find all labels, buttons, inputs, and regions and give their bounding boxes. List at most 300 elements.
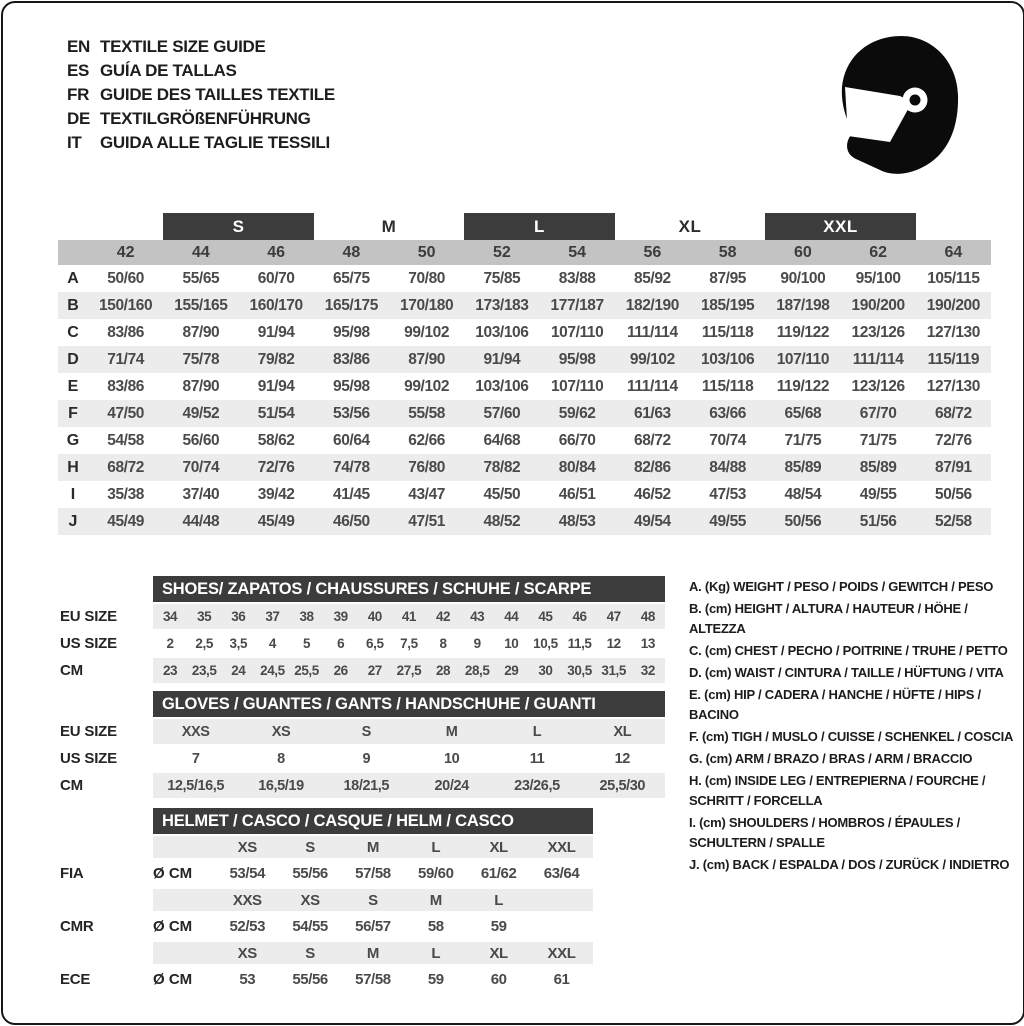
measure-value: 95/98 xyxy=(332,377,370,395)
shoes-value: 9 xyxy=(473,636,481,651)
helmet-value: XXL xyxy=(530,942,593,964)
shoes-value: 6,5 xyxy=(366,636,384,651)
shoes-value: 41 xyxy=(392,604,426,629)
measure-value: 155/165 xyxy=(163,292,238,319)
measure-value: 71/74 xyxy=(88,346,163,373)
language-code: EN xyxy=(67,37,91,56)
measure-row-label: C xyxy=(67,323,79,341)
measure-value: 48/54 xyxy=(784,485,822,503)
measure-value: 52/58 xyxy=(916,508,991,535)
measure-value: 43/47 xyxy=(408,485,446,503)
language-row xyxy=(67,107,335,131)
measure-value: 87/95 xyxy=(709,269,747,287)
shoes-value: 24 xyxy=(221,658,255,683)
shoes-value: 40 xyxy=(358,604,392,629)
measure-value: 83/86 xyxy=(107,377,145,395)
measure-value: 49/54 xyxy=(615,508,690,535)
measure-value: 119/122 xyxy=(776,323,830,341)
shoes-value: 11,5 xyxy=(567,636,592,651)
shoes-row-label: US SIZE xyxy=(60,635,117,652)
measure-row-label: J xyxy=(58,508,88,535)
size-band-s: S xyxy=(163,213,314,240)
shoes-value: 12 xyxy=(606,636,621,651)
measure-value: 46/50 xyxy=(314,508,389,535)
shoes-row xyxy=(60,631,665,656)
shoes-value: 2 xyxy=(166,636,174,651)
measure-value: 127/130 xyxy=(926,323,980,341)
helmet-value: 59 xyxy=(467,913,530,940)
gloves-value: 20/24 xyxy=(409,773,494,798)
helmet-standard-label: CMR xyxy=(60,918,94,935)
measure-value: 60/70 xyxy=(257,269,295,287)
gloves-value: L xyxy=(494,719,579,744)
measure-value: 41/45 xyxy=(332,485,370,503)
measure-value: 99/102 xyxy=(404,323,450,341)
gloves-row-label: CM xyxy=(60,773,153,798)
measure-value: 64/68 xyxy=(483,431,521,449)
helmet-value: 53/54 xyxy=(216,860,279,887)
measure-value: 165/175 xyxy=(314,292,389,319)
helmet-value: XXS xyxy=(216,889,279,911)
measure-value: 61/63 xyxy=(615,400,690,427)
measure-value: 111/114 xyxy=(627,377,678,395)
measure-value: 54/58 xyxy=(107,431,145,449)
helmet-value: M xyxy=(342,836,405,858)
measure-value: 107/110 xyxy=(550,377,604,395)
column-header: 64 xyxy=(916,240,991,265)
gloves-title-row xyxy=(60,691,665,717)
measure-value: 57/60 xyxy=(464,400,539,427)
legend-item: I. (cm) SHOULDERS / HOMBROS / ÉPAULES / SCHULTERN / SPALLE xyxy=(689,815,960,850)
helmet-value: M xyxy=(342,942,405,964)
size-band-spacer xyxy=(916,213,991,240)
measure-value: 103/106 xyxy=(690,346,765,373)
column-header: 56 xyxy=(615,240,690,265)
gloves-value: 9 xyxy=(362,750,371,767)
helmet-value: 61/62 xyxy=(467,860,530,887)
shoes-value: 28 xyxy=(426,658,460,683)
shoes-value: 28,5 xyxy=(460,658,494,683)
measure-value: 68/72 xyxy=(88,454,163,481)
shoes-value: 45 xyxy=(528,604,562,629)
measure-value: 68/72 xyxy=(633,431,671,449)
gloves-value: XL xyxy=(580,719,665,744)
measure-value: 49/52 xyxy=(163,400,238,427)
measure-value: 95/100 xyxy=(855,269,901,287)
language-row xyxy=(67,83,335,107)
shoes-value: 39 xyxy=(324,604,358,629)
helmet-value: 60 xyxy=(467,966,530,993)
helmet-unit-label xyxy=(153,836,216,858)
measure-value: 56/60 xyxy=(182,431,220,449)
helmet-value: L xyxy=(467,889,530,911)
shoes-value: 7,5 xyxy=(400,636,418,651)
measure-value: 48/53 xyxy=(540,508,615,535)
helmet-title: HELMET / CASCO / CASQUE / HELM / CASCO xyxy=(153,808,593,834)
measure-value: 60/64 xyxy=(332,431,370,449)
column-header: 48 xyxy=(314,240,389,265)
helmet-row xyxy=(60,836,593,858)
measure-value: 46/51 xyxy=(558,485,596,503)
shoes-value: 36 xyxy=(221,604,255,629)
size-band-l: L xyxy=(464,213,615,240)
shoes-row xyxy=(60,604,665,629)
legend-item: A. (Kg) WEIGHT / PESO / POIDS / GEWITCH / PESO xyxy=(689,579,994,594)
measure-value: 49/55 xyxy=(859,485,897,503)
shoes-value: 48 xyxy=(631,604,665,629)
measure-value: 160/170 xyxy=(239,292,314,319)
gloves-size-table xyxy=(60,689,665,800)
shoes-value: 26 xyxy=(324,658,358,683)
measure-row xyxy=(58,481,991,508)
guide-title: GUÍA DE TALLAS xyxy=(100,61,237,80)
helmet-value: M xyxy=(404,889,467,911)
helmet-value: XL xyxy=(467,836,530,858)
measure-row-label: G xyxy=(66,431,80,449)
helmet-value: XXL xyxy=(530,836,593,858)
gloves-row-label: US SIZE xyxy=(60,750,117,767)
measure-value: 103/106 xyxy=(475,377,529,395)
measure-value: 49/55 xyxy=(690,508,765,535)
racing-helmet-icon xyxy=(838,31,964,179)
shoes-value: 5 xyxy=(303,636,311,651)
shoes-value: 29 xyxy=(494,658,528,683)
measure-value: 76/80 xyxy=(389,454,464,481)
measure-value: 55/58 xyxy=(389,400,464,427)
measure-value: 72/76 xyxy=(239,454,314,481)
gloves-value: 11 xyxy=(529,750,545,767)
helmet-value: S xyxy=(279,942,342,964)
shoes-row xyxy=(60,658,665,683)
measure-value: 99/102 xyxy=(615,346,690,373)
shoes-title: SHOES/ ZAPATOS / CHAUSSURES / SCHUHE / SCARPE xyxy=(153,576,665,602)
measure-value: 50/56 xyxy=(765,508,840,535)
measure-value: 190/200 xyxy=(841,292,916,319)
measure-value: 50/56 xyxy=(934,485,972,503)
shoes-value: 44 xyxy=(494,604,528,629)
language-code: IT xyxy=(67,133,82,152)
column-header: 42 xyxy=(88,240,163,265)
gloves-row xyxy=(60,746,665,771)
measure-value: 72/76 xyxy=(934,431,972,449)
measure-value: 47/50 xyxy=(88,400,163,427)
guide-title: GUIDE DES TAILLES TEXTILE xyxy=(100,85,335,104)
measure-value: 111/114 xyxy=(627,323,678,341)
measure-value: 70/74 xyxy=(163,454,238,481)
measure-value: 123/126 xyxy=(851,377,905,395)
measure-value: 91/94 xyxy=(464,346,539,373)
shoes-value: 47 xyxy=(597,604,631,629)
measure-value: 107/110 xyxy=(765,346,840,373)
gloves-value: 25,5/30 xyxy=(580,773,665,798)
shoes-value: 8 xyxy=(439,636,447,651)
helmet-value: L xyxy=(404,942,467,964)
helmet-value: 52/53 xyxy=(216,913,279,940)
textile-size-table xyxy=(58,213,991,535)
language-row xyxy=(67,35,335,59)
title-spacer xyxy=(60,808,153,834)
title-spacer xyxy=(60,691,153,717)
helmet-value: XS xyxy=(216,942,279,964)
measure-value: 87/91 xyxy=(916,454,991,481)
measure-value: 85/89 xyxy=(765,454,840,481)
helmet-value: 58 xyxy=(404,913,467,940)
measure-value: 119/122 xyxy=(776,377,830,395)
measure-value: 75/85 xyxy=(483,269,521,287)
measure-value: 80/84 xyxy=(540,454,615,481)
measure-value: 115/118 xyxy=(701,323,754,341)
shoes-value: 46 xyxy=(563,604,597,629)
helmet-value: 55/56 xyxy=(279,966,342,993)
measure-value: 78/82 xyxy=(464,454,539,481)
helmet-standard-label xyxy=(60,836,153,858)
helmet-standard-label: FIA xyxy=(60,865,84,882)
title-spacer xyxy=(60,576,153,602)
measure-value: 91/94 xyxy=(257,377,295,395)
gloves-value: M xyxy=(409,719,494,744)
measure-row-label: I xyxy=(70,485,76,503)
measure-value: 67/70 xyxy=(841,400,916,427)
measure-value: 47/51 xyxy=(389,508,464,535)
measure-value: 111/114 xyxy=(841,346,916,373)
measure-value: 170/180 xyxy=(389,292,464,319)
shoes-value: 10,5 xyxy=(533,636,558,651)
column-header: 46 xyxy=(239,240,314,265)
shoes-value: 27,5 xyxy=(392,658,426,683)
language-code: FR xyxy=(67,85,90,104)
measure-value: 46/52 xyxy=(633,485,671,503)
legend-item: J. (cm) BACK / ESPALDA / DOS / ZURÜCK / INDIETRO xyxy=(689,857,1010,872)
column-header: 62 xyxy=(841,240,916,265)
measure-value: 87/90 xyxy=(182,377,220,395)
helmet-value: XL xyxy=(467,942,530,964)
helmet-row xyxy=(60,913,593,940)
column-header: 60 xyxy=(765,240,840,265)
language-code: DE xyxy=(67,109,91,128)
helmet-value xyxy=(530,913,593,940)
language-code: ES xyxy=(67,61,90,80)
measure-row-label: B xyxy=(58,292,88,319)
gloves-value: S xyxy=(324,719,409,744)
measure-value: 75/78 xyxy=(163,346,238,373)
helmet-value: S xyxy=(279,836,342,858)
gloves-value: XS xyxy=(238,719,323,744)
shoes-row-label: EU SIZE xyxy=(60,604,153,629)
shoes-value: 23,5 xyxy=(187,658,221,683)
gloves-title: GLOVES / GUANTES / GANTS / HANDSCHUHE / GUANTI xyxy=(153,691,665,717)
guide-title: TEXTILGRÖßENFÜHRUNG xyxy=(100,109,311,128)
measure-row xyxy=(58,319,991,346)
measure-value: 70/74 xyxy=(709,431,747,449)
measure-value: 173/183 xyxy=(464,292,539,319)
measure-value: 127/130 xyxy=(926,377,980,395)
helmet-row xyxy=(60,889,593,911)
helmet-value xyxy=(530,889,593,911)
helmet-unit-label xyxy=(153,889,216,911)
helmet-unit-label: Ø CM xyxy=(153,966,216,993)
measure-value: 79/82 xyxy=(239,346,314,373)
gloves-row xyxy=(60,719,665,744)
gloves-value: XXS xyxy=(153,719,238,744)
measure-value: 150/160 xyxy=(88,292,163,319)
guide-title: GUIDA ALLE TAGLIE TESSILI xyxy=(100,133,330,152)
measure-value: 95/98 xyxy=(540,346,615,373)
language-row xyxy=(67,131,335,155)
legend-item: C. (cm) CHEST / PECHO / POITRINE / TRUHE / PETTO xyxy=(689,643,1008,658)
legend-item: G. (cm) ARM / BRAZO / BRAS / ARM / BRACCIO xyxy=(689,751,973,766)
helmet-row xyxy=(60,966,593,993)
guide-title: TEXTILE SIZE GUIDE xyxy=(100,37,266,56)
legend-item: F. (cm) TIGH / MUSLO / CUISSE / SCHENKEL / COSCIA xyxy=(689,729,1014,744)
shoes-value: 2,5 xyxy=(195,636,213,651)
measure-value: 71/75 xyxy=(784,431,822,449)
legend-item: E. (cm) HIP / CADERA / HANCHE / HÜFTE / HIPS / BACINO xyxy=(689,687,981,722)
measure-value: 85/89 xyxy=(841,454,916,481)
measure-row-label: F xyxy=(58,400,88,427)
shoes-value: 35 xyxy=(187,604,221,629)
gloves-value: 12 xyxy=(614,750,630,767)
measure-value: 71/75 xyxy=(859,431,897,449)
measure-value: 66/70 xyxy=(558,431,596,449)
measure-value: 35/38 xyxy=(107,485,145,503)
shoes-row-label: CM xyxy=(60,658,153,683)
measure-row-label: A xyxy=(67,269,79,287)
size-band-xl: XL xyxy=(678,216,702,236)
measure-value: 65/68 xyxy=(765,400,840,427)
size-band-spacer xyxy=(58,213,163,240)
gloves-value: 16,5/19 xyxy=(238,773,323,798)
shoes-value: 23 xyxy=(153,658,187,683)
language-row xyxy=(67,59,335,83)
measure-value: 83/86 xyxy=(107,323,145,341)
measure-row xyxy=(58,454,991,481)
measure-row-label: D xyxy=(58,346,88,373)
shoes-value: 30,5 xyxy=(563,658,597,683)
shoes-value: 24,5 xyxy=(255,658,289,683)
measure-value: 99/102 xyxy=(404,377,450,395)
helmet-standard-label: ECE xyxy=(60,971,91,988)
measure-row-label: H xyxy=(58,454,88,481)
measure-row xyxy=(58,346,991,373)
measure-value: 82/86 xyxy=(615,454,690,481)
helmet-standard-label xyxy=(60,889,153,911)
size-band-xxl: XXL xyxy=(765,213,916,240)
measure-value: 65/75 xyxy=(332,269,370,287)
legend-item: D. (cm) WAIST / CINTURA / TAILLE / HÜFTUNG / VITA xyxy=(689,665,1004,680)
helmet-unit-label xyxy=(153,942,216,964)
measure-value: 95/98 xyxy=(332,323,370,341)
shoes-value: 37 xyxy=(255,604,289,629)
measure-value: 90/100 xyxy=(780,269,826,287)
column-header-spacer xyxy=(58,240,88,265)
helmet-value: 57/58 xyxy=(342,966,405,993)
measure-row xyxy=(58,427,991,454)
gloves-value: 23/26,5 xyxy=(494,773,579,798)
column-header: 44 xyxy=(163,240,238,265)
shoes-value: 43 xyxy=(460,604,494,629)
helmet-size-table xyxy=(60,806,593,995)
size-guide-page xyxy=(1,1,1024,1025)
measure-value: 123/126 xyxy=(851,323,905,341)
measure-value: 185/195 xyxy=(690,292,765,319)
shoes-value: 3,5 xyxy=(229,636,248,651)
measure-value: 50/60 xyxy=(107,269,145,287)
measure-value: 45/50 xyxy=(483,485,521,503)
helmet-unit-label: Ø CM xyxy=(153,913,216,940)
gloves-value: 12,5/16,5 xyxy=(153,773,238,798)
gloves-value: 10 xyxy=(443,750,460,767)
measure-value: 63/66 xyxy=(690,400,765,427)
measure-value: 83/88 xyxy=(558,269,596,287)
helmet-unit-label: Ø CM xyxy=(153,860,216,887)
gloves-row-label: EU SIZE xyxy=(60,719,153,744)
measure-value: 53/56 xyxy=(314,400,389,427)
measure-value: 177/187 xyxy=(540,292,615,319)
column-header-row xyxy=(58,240,991,265)
measure-row-label: E xyxy=(67,377,79,395)
measure-value: 87/90 xyxy=(389,346,464,373)
column-header: 54 xyxy=(540,240,615,265)
shoes-value: 31,5 xyxy=(597,658,631,683)
measure-value: 85/92 xyxy=(633,269,671,287)
shoes-value: 38 xyxy=(290,604,324,629)
measure-value: 83/86 xyxy=(314,346,389,373)
measure-value: 47/53 xyxy=(709,485,747,503)
measure-value: 115/118 xyxy=(701,377,754,395)
helmet-value: 59 xyxy=(404,966,467,993)
measure-value: 105/115 xyxy=(927,269,980,287)
helmet-title-row xyxy=(60,808,593,834)
helmet-value: L xyxy=(404,836,467,858)
measure-value: 39/42 xyxy=(257,485,295,503)
measure-value: 45/49 xyxy=(88,508,163,535)
helmet-standard-label xyxy=(60,942,153,964)
measure-row xyxy=(58,373,991,400)
shoes-value: 25,5 xyxy=(290,658,324,683)
measure-row xyxy=(58,508,991,535)
measure-value: 37/40 xyxy=(182,485,220,503)
shoes-title-row xyxy=(60,576,665,602)
measure-row xyxy=(58,400,991,427)
column-header: 58 xyxy=(690,240,765,265)
shoes-value: 32 xyxy=(631,658,665,683)
legend-item: B. (cm) HEIGHT / ALTURA / HAUTEUR / HÖHE / ALTEZZA xyxy=(689,601,968,636)
shoes-value: 34 xyxy=(153,604,187,629)
measure-value: 103/106 xyxy=(475,323,529,341)
measure-value: 44/48 xyxy=(163,508,238,535)
measure-value: 51/56 xyxy=(841,508,916,535)
measure-value: 68/72 xyxy=(916,400,991,427)
helmet-value: 54/55 xyxy=(279,913,342,940)
helmet-value: 57/58 xyxy=(342,860,405,887)
shoes-value: 10 xyxy=(504,636,519,651)
measure-value: 115/119 xyxy=(916,346,991,373)
helmet-value: 55/56 xyxy=(279,860,342,887)
measure-value: 74/78 xyxy=(314,454,389,481)
measure-value: 190/200 xyxy=(916,292,991,319)
measure-value: 182/190 xyxy=(615,292,690,319)
measure-row xyxy=(58,292,991,319)
gloves-value: 7 xyxy=(191,750,200,767)
column-header: 50 xyxy=(389,240,464,265)
measure-value: 48/52 xyxy=(464,508,539,535)
measure-value: 45/49 xyxy=(239,508,314,535)
language-list xyxy=(67,35,335,155)
measure-value: 187/198 xyxy=(765,292,840,319)
helmet-value: 56/57 xyxy=(342,913,405,940)
measure-value: 62/66 xyxy=(408,431,446,449)
measure-value: 55/65 xyxy=(182,269,220,287)
